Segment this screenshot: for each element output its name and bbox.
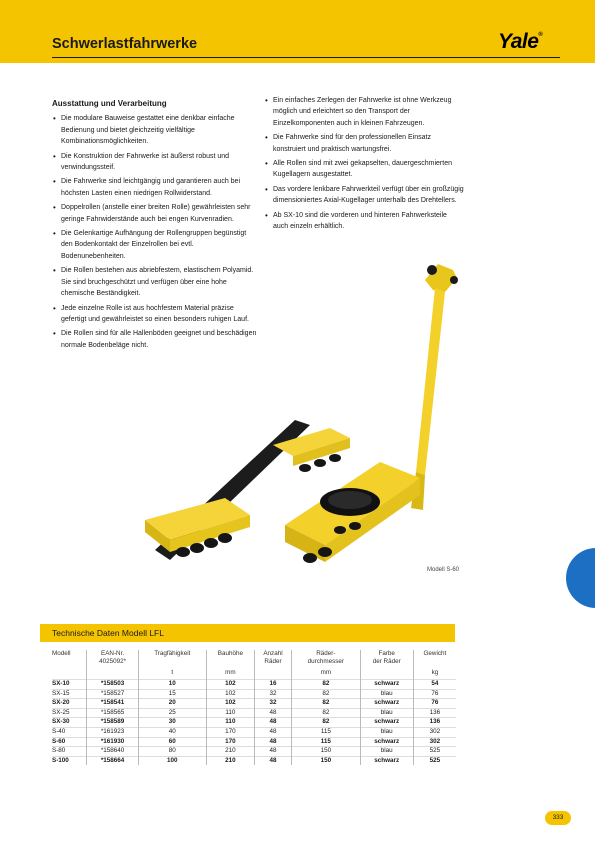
table-cell: 82 xyxy=(292,680,361,690)
table-cell: blau xyxy=(360,708,413,718)
feature-item: • Das vordere lenkbare Fahrwerkteil verfügt über ein großzügig dimensioniertes Axial-Kugellager unterhalb des Drehtellers. xyxy=(264,184,464,207)
table-cell: 60 xyxy=(138,737,206,747)
table-cell: 30 xyxy=(138,718,206,728)
table-cell: 115 xyxy=(292,737,361,747)
table-cell: 82 xyxy=(292,708,361,718)
table-row xyxy=(52,689,456,699)
section-tab-marker xyxy=(566,548,595,608)
column-header: EAN-Nr. 4025092* xyxy=(87,650,138,669)
table-cell: 48 xyxy=(254,747,291,757)
table-cell: 136 xyxy=(413,708,456,718)
table-row xyxy=(52,756,456,765)
table-cell: 48 xyxy=(254,718,291,728)
table-cell: 210 xyxy=(206,756,254,765)
table-cell: 302 xyxy=(413,727,456,737)
table-cell: *161923 xyxy=(87,727,138,737)
features-right-column xyxy=(264,95,464,235)
table-cell: 102 xyxy=(206,689,254,699)
column-header: Bauhöhe xyxy=(206,650,254,669)
yale-logo: Yale® xyxy=(498,30,543,53)
column-header: Gewicht xyxy=(413,650,456,669)
table-cell: 76 xyxy=(413,689,456,699)
feature-item: • Die Fahrwerke sind für den professionellen Einsatz konstruiert und praktisch wartungsfrei. xyxy=(264,132,464,155)
table-row xyxy=(52,737,456,747)
table-cell: schwarz xyxy=(360,737,413,747)
table-cell: *158640 xyxy=(87,747,138,757)
specs-table xyxy=(52,650,456,765)
table-cell: 210 xyxy=(206,747,254,757)
feature-item: • Die modulare Bauweise gestattet eine denkbar einfache Bedienung und bietet gleichzeitig vielfältige Kombinationsmöglichkeiten. xyxy=(52,113,257,147)
table-cell: 32 xyxy=(254,689,291,699)
column-header: Räder- durchmesser xyxy=(292,650,361,669)
table-cell: 102 xyxy=(206,699,254,709)
table-cell: 136 xyxy=(413,718,456,728)
table-cell: S-80 xyxy=(52,747,87,757)
table-cell: 48 xyxy=(254,756,291,765)
column-header: Anzahl Räder xyxy=(254,650,291,669)
table-cell: 16 xyxy=(254,680,291,690)
feature-item: • Doppelrollen (anstelle einer breiten Rolle) gewährleisten sehr geringe Fahrwiderstände auch bei engen Kurvenradien. xyxy=(52,202,257,225)
table-cell: 82 xyxy=(292,689,361,699)
table-cell: S-100 xyxy=(52,756,87,765)
table-cell: 102 xyxy=(206,680,254,690)
table-title: Technische Daten Modell LFL xyxy=(52,628,164,638)
table-cell: 48 xyxy=(254,708,291,718)
table-cell: schwarz xyxy=(360,699,413,709)
column-header: Modell xyxy=(52,650,71,657)
column-unit: mm xyxy=(292,669,361,680)
table-cell: 110 xyxy=(206,718,254,728)
table-cell: 110 xyxy=(206,708,254,718)
handle-bar xyxy=(416,288,445,475)
table-cell: SX-20 xyxy=(52,699,87,709)
table-cell: 82 xyxy=(292,718,361,728)
feature-item: • Die Gelenkartige Aufhängung der Rollengruppen begünstigt den Bodenkontakt der Einzelrollen bei evtl. Bodenunebenheiten. xyxy=(52,228,257,262)
table-cell: *158503 xyxy=(87,680,138,690)
table-cell: *158589 xyxy=(87,718,138,728)
table-cell: *158527 xyxy=(87,689,138,699)
column-unit xyxy=(360,669,413,680)
table-cell: 76 xyxy=(413,699,456,709)
feature-item: • Die Rollen sind für alle Hallenböden geeignet und beschädigen normale Bodenbeläge nicht. xyxy=(52,328,257,351)
features-heading: Ausstattung und Verarbeitung xyxy=(52,99,167,108)
table-row xyxy=(52,718,456,728)
table-cell: blau xyxy=(360,689,413,699)
table-cell: 10 xyxy=(138,680,206,690)
feature-item: • Ab SX-10 sind die vorderen und hinteren Fahrwerksteile auch einzeln erhältlich. xyxy=(264,210,464,233)
column-unit: t xyxy=(138,669,206,680)
table-cell: 170 xyxy=(206,727,254,737)
table-cell: *158664 xyxy=(87,756,138,765)
table-cell: 15 xyxy=(138,689,206,699)
table-header-row xyxy=(52,650,456,669)
table-cell: 82 xyxy=(292,699,361,709)
table-cell: blau xyxy=(360,747,413,757)
table-cell: SX-10 xyxy=(52,680,87,690)
table-cell: 20 xyxy=(138,699,206,709)
page-title: Schwerlastfahrwerke xyxy=(52,36,198,52)
table-cell: *158541 xyxy=(87,699,138,709)
features-list-right xyxy=(264,95,464,232)
table-cell: 48 xyxy=(254,737,291,747)
table-units-row xyxy=(52,669,456,680)
table-cell: SX-15 xyxy=(52,689,87,699)
column-unit xyxy=(254,669,291,680)
column-unit: mm xyxy=(206,669,254,680)
photo-caption: Modell S-60 xyxy=(427,567,460,573)
feature-item: • Alle Rollen sind mit zwei gekapselten, dauergeschmierten Kugellagern ausgestattet. xyxy=(264,158,464,181)
column-header: Tragfähigkeit xyxy=(138,650,206,669)
feature-item: • Die Konstruktion der Fahrwerke ist äußerst robust und verwindungssteif. xyxy=(52,151,257,174)
feature-item: • Ein einfaches Zerlegen der Fahrwerke ist ohne Werkzeug möglich und erleichtert so den Transport der Einzelkomponenten auch in kleinen Fahrzeugen. xyxy=(264,95,464,129)
table-cell: 54 xyxy=(413,680,456,690)
table-cell: S-40 xyxy=(52,727,87,737)
column-unit: kg xyxy=(413,669,456,680)
table-row xyxy=(52,727,456,737)
table-cell: schwarz xyxy=(360,680,413,690)
table-cell: 525 xyxy=(413,756,456,765)
table-cell: 100 xyxy=(138,756,206,765)
table-cell: 80 xyxy=(138,747,206,757)
table-cell: 150 xyxy=(292,747,361,757)
feature-item: • Jede einzelne Rolle ist aus hochfestem Material präzise gefertigt und gewährleistet so einen besonders ruhigen Lauf. xyxy=(52,303,257,326)
table-cell: schwarz xyxy=(360,718,413,728)
table-cell: 150 xyxy=(292,756,361,765)
table-cell: SX-30 xyxy=(52,718,87,728)
table-cell: 32 xyxy=(254,699,291,709)
table-cell: 525 xyxy=(413,747,456,757)
table-cell: 25 xyxy=(138,708,206,718)
page-number: 333 xyxy=(545,811,571,825)
feature-item: • Die Rollen bestehen aus abriebfestem, elastischem Polyamid. Sie sind bruchgeschützt und verfügen über eine hohe chemische Beständigkeit. xyxy=(52,265,257,299)
column-unit xyxy=(52,669,87,680)
column-header: Farbe der Räder xyxy=(360,650,413,669)
feature-item: • Die Fahrwerke sind leichtgängig und garantieren auch bei höchsten Lasten einen niedrigen Rollwiderstand. xyxy=(52,176,257,199)
table-cell: 302 xyxy=(413,737,456,747)
table-cell: 48 xyxy=(254,727,291,737)
product-photo-s60 xyxy=(135,240,465,580)
table-cell: 40 xyxy=(138,727,206,737)
table-cell: 170 xyxy=(206,737,254,747)
table-cell: blau xyxy=(360,727,413,737)
table-cell: *161930 xyxy=(87,737,138,747)
table-cell: schwarz xyxy=(360,756,413,765)
table-row xyxy=(52,747,456,757)
table-cell: SX-25 xyxy=(52,708,87,718)
table-row xyxy=(52,708,456,718)
table-row xyxy=(52,699,456,709)
column-unit xyxy=(87,669,138,680)
table-cell: S-60 xyxy=(52,737,87,747)
table-row xyxy=(52,680,456,690)
handle-knob xyxy=(427,265,437,275)
table-cell: *158565 xyxy=(87,708,138,718)
header-divider xyxy=(52,57,560,58)
table-cell: 115 xyxy=(292,727,361,737)
